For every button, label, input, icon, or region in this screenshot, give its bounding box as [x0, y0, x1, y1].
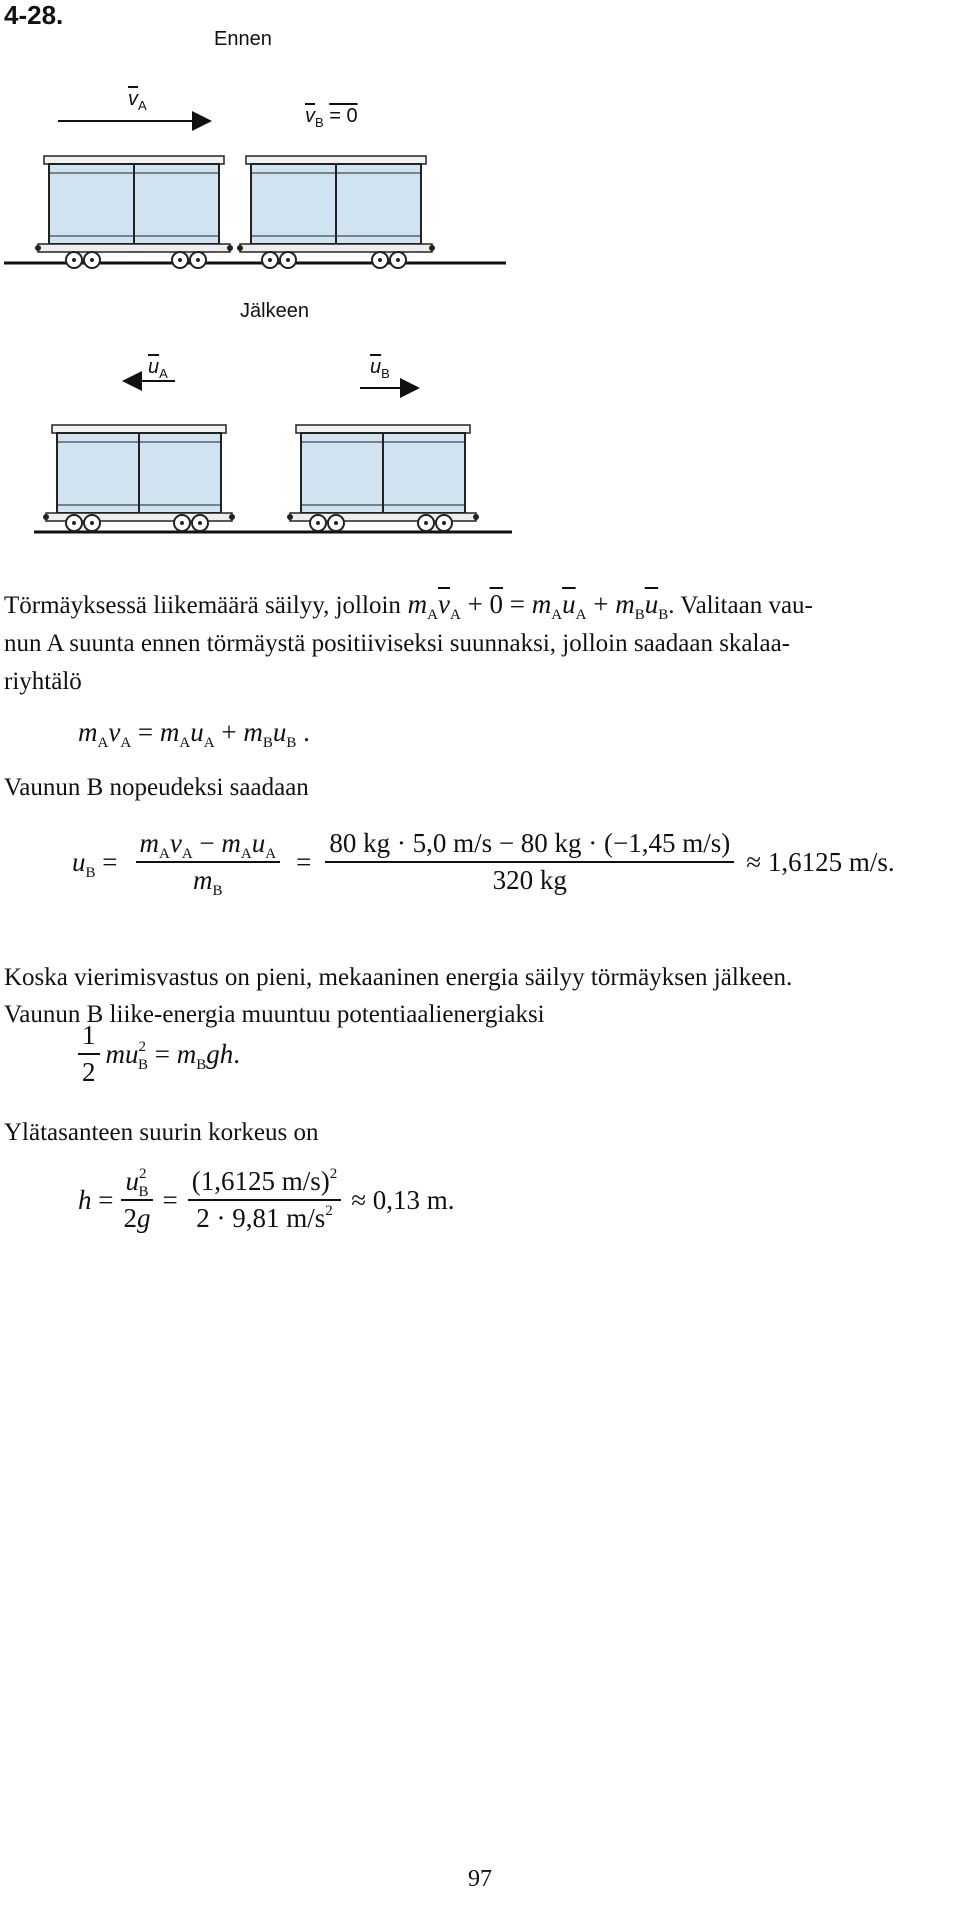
after-label: Jälkeen	[240, 300, 309, 322]
paragraph-momentum-line2: nun A suunta ennen törmäystä positiiviseksi suunnaksi, jolloin saadaan skalaa-	[4, 630, 790, 657]
vB-label: $\overline{v}_B = 0$	[305, 105, 358, 130]
scalar-momentum-equation: $m_Av_A = m_Au_A + m_Bu_B$ .	[78, 717, 310, 751]
uA-label: $\overline{u}_A$	[148, 356, 168, 381]
uB-result: ≈ 1,6125 m/s.	[746, 846, 895, 877]
paragraph-energy-line2: Vaunun B liike-energia muuntuu potentiaalienergiaksi	[4, 1001, 545, 1028]
paragraph-momentum-line3: riyhtälö	[4, 668, 82, 695]
vA-label: $\overline{v}_A$	[128, 88, 147, 113]
h-numerator: (1,6125 m/s)	[191, 1166, 330, 1196]
energy-equation: $\frac{1}{2}$ $mu^2_B = m_Bgh$.	[78, 1020, 240, 1088]
momentum-vector-equation: $m_A\overline{v}_A + 0 = m_A\overline{u}_A + m_B\overline{u}_B$	[407, 589, 669, 623]
wagon-B-after	[287, 425, 479, 531]
height-equation: h = $\frac{u^2_B}{2g}$ = $\frac{(1,6125 m/s)^2}{2 \cdot 9,81 m/s^2}$ ≈ 0,13 m.	[78, 1166, 455, 1233]
before-label: Ennen	[214, 28, 272, 50]
wagon-A-before	[35, 156, 233, 268]
paragraph-energy-line1: Koska vierimisvastus on pieni, mekaaninen energia säilyy törmäyksen jälkeen.	[4, 964, 793, 991]
uB-numerator: 80 kg · 5,0 m/s − 80 kg · (−1,45 m/s)	[325, 828, 734, 863]
uB-label: $\overline{u}_B$	[370, 356, 390, 381]
h-denominator: 2 · 9,81 m/s	[196, 1203, 326, 1233]
wagon-A-after	[43, 425, 235, 531]
h-result: ≈ 0,13 m.	[351, 1184, 455, 1215]
problem-number: 4-28.	[4, 0, 64, 30]
paragraph-momentum-line1: Törmäyksessä liikemäärä säilyy, jolloin $m_A\overline{v}_A + 0 = m_A\overline{u}_A + m_B\overline{u}_B$. Valitaan vau-	[4, 589, 813, 623]
paragraph-velocity: Vaunun B nopeudeksi saadaan	[4, 774, 309, 801]
collision-figure	[0, 0, 960, 560]
uB-denominator: 320 kg	[492, 865, 567, 895]
wagon-B-before	[237, 156, 435, 268]
paragraph-height: Ylätasanteen suurin korkeus on	[4, 1119, 319, 1146]
uB-equation: $u_B$ = $\frac{m_Av_A - m_Au_A}{m_B}$ = $\frac{80 kg \cdot 5,0 m/s - 80 kg \cdot (-1,45 m/s)}{320 kg}$ ≈ 1,6125 m/s.	[72, 828, 895, 899]
page-number: 97	[468, 1866, 492, 1892]
